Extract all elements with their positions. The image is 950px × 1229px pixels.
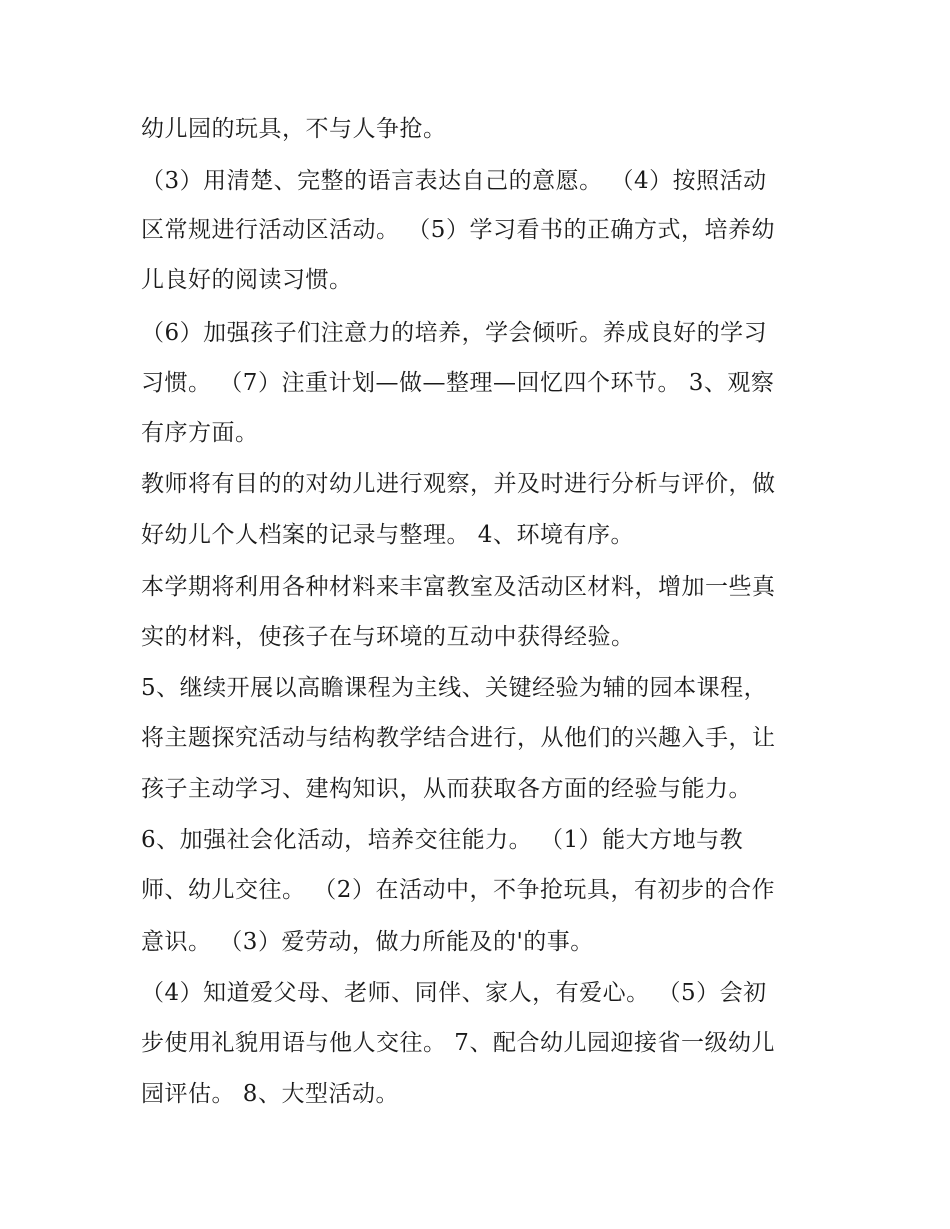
text-line: 实的材料，使孩子在与环境的互动中获得经验。 <box>141 624 635 650</box>
text-line: 孩子主动学习、建构知识，从而获取各方面的经验与能力。 <box>141 776 752 802</box>
text-line: 区常规进行活动区活动。 （5）学习看书的正确方式，培养幼 <box>141 217 775 243</box>
text-line: 习惯。 （7）注重计划—做—整理—回忆四个环节。 3、观察 <box>141 370 775 396</box>
text-line: 6、加强社会化活动，培养交往能力。 （1）能大方地与教 <box>141 827 744 853</box>
text-line: 儿良好的阅读习惯。 <box>141 267 353 293</box>
text-line: 有序方面。 <box>141 420 259 446</box>
text-line: （3）用清楚、完整的语言表达自己的意愿。 （4）按照活动 <box>141 168 767 194</box>
text-line: （4）知道爱父母、老师、同伴、家人，有爱心。 （5）会初 <box>141 980 767 1006</box>
text-line: 5、继续开展以高瞻课程为主线、关键经验为辅的园本课程， <box>141 675 768 701</box>
text-line: 师、幼儿交往。 （2）在活动中，不争抢玩具，有初步的合作 <box>141 877 775 903</box>
text-line: 步使用礼貌用语与他人交往。 7、配合幼儿园迎接省一级幼儿 <box>141 1030 775 1056</box>
text-line: 将主题探究活动与结构教学结合进行，从他们的兴趣入手，让 <box>141 725 776 751</box>
text-line: 园评估。 8、大型活动。 <box>141 1081 399 1107</box>
text-line: （6）加强孩子们注意力的培养，学会倾听。养成良好的学习 <box>141 320 768 346</box>
text-line: 教师将有目的的对幼儿进行观察，并及时进行分析与评价，做 <box>141 471 776 497</box>
text-line: 意识。 （3）爱劳动，做力所能及的'的事。 <box>141 929 594 955</box>
text-line: 本学期将利用各种材料来丰富教室及活动区材料，增加一些真 <box>141 574 776 600</box>
text-line: 好幼儿个人档案的记录与整理。 4、环境有序。 <box>141 522 634 548</box>
text-line: 幼儿园的玩具，不与人争抢。 <box>141 116 447 142</box>
